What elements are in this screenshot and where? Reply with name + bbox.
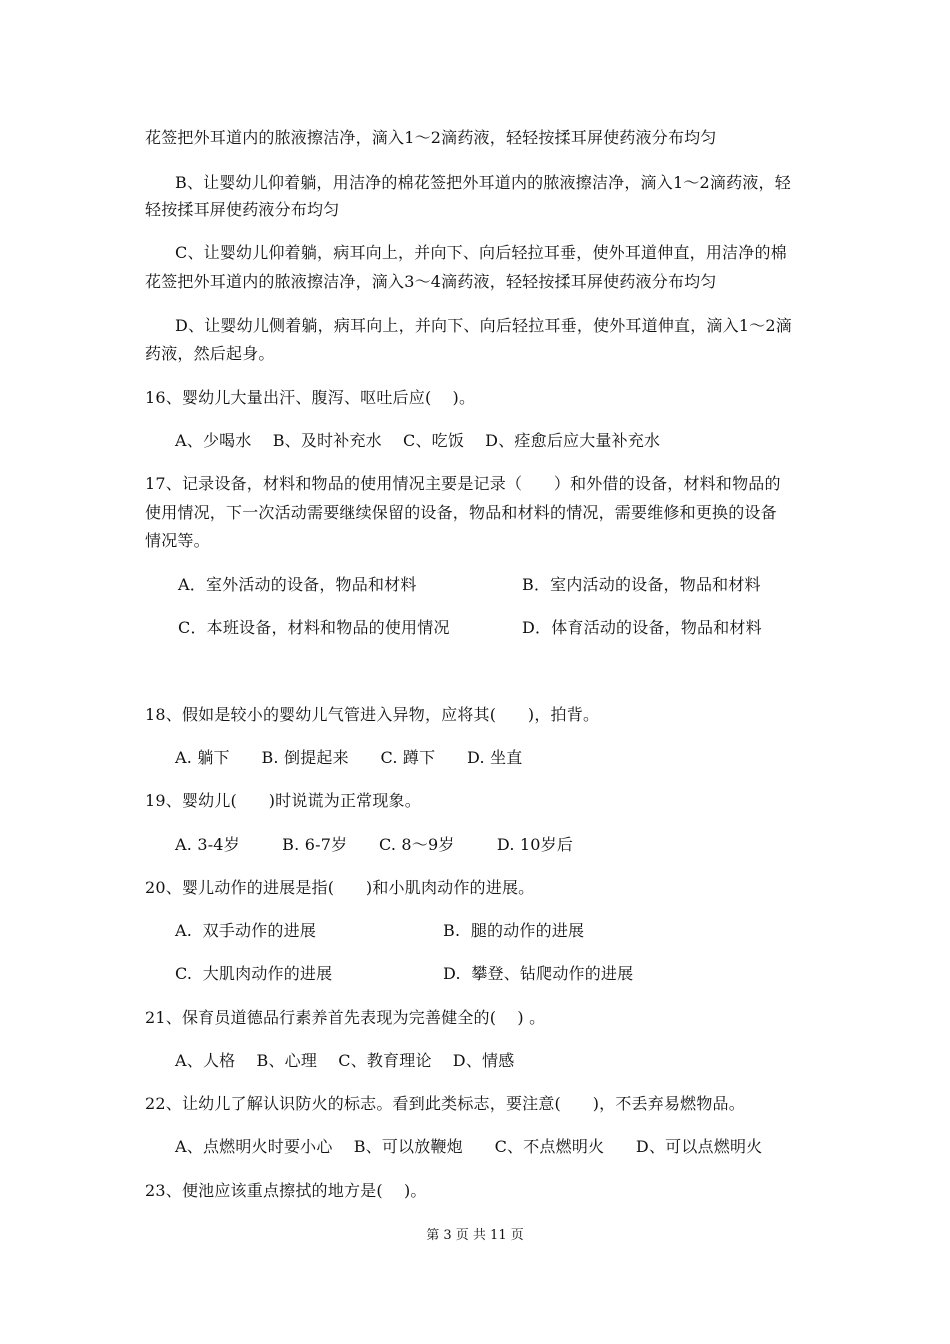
options-16: A、少喝水 B、及时补充水 C、吃饭 D、痊愈后应大量补充水 bbox=[175, 431, 661, 450]
option-20-a: A. 双手动作的进展 bbox=[175, 921, 317, 940]
text-line: C、让婴幼儿仰着躺，病耳向上，并向下、向后轻拉耳垂，使外耳道伸直，用洁净的棉 bbox=[175, 243, 787, 262]
options-22: A、点燃明火时要小心 B、可以放鞭炮 C、不点燃明火 D、可以点燃明火 bbox=[175, 1137, 763, 1156]
options-18: A. 躺下 B. 倒提起来 C. 蹲下 D. 坐直 bbox=[175, 748, 523, 767]
page-footer: 第 3 页 共 11 页 bbox=[426, 1228, 524, 1243]
question-17: 17、记录设备，材料和物品的使用情况主要是记录（ ）和外借的设备，材料和物品的 bbox=[145, 474, 781, 493]
question-18: 18、假如是较小的婴幼儿气管进入异物，应将其( )，拍背。 bbox=[145, 705, 600, 724]
options-19: A. 3-4岁 B. 6-7岁 C. 8～9岁 D. 10岁后 bbox=[175, 835, 574, 854]
question-20: 20、婴儿动作的进展是指( )和小肌肉动作的进展。 bbox=[145, 878, 535, 897]
question-19: 19、婴幼儿( )时说谎为正常现象。 bbox=[145, 791, 421, 810]
option-20-b: B. 腿的动作的进展 bbox=[443, 921, 585, 940]
text-line: B、让婴幼儿仰着躺，用洁净的棉花签把外耳道内的脓液擦洁净，滴入1～2滴药液，轻 bbox=[175, 173, 791, 192]
text-line: 情况等。 bbox=[145, 531, 210, 550]
question-22: 22、让幼儿了解认识防火的标志。看到此类标志，要注意( )，不丢弃易燃物品。 bbox=[145, 1094, 745, 1113]
option-20-d: D. 攀登、钻爬动作的进展 bbox=[443, 964, 634, 983]
question-23: 23、便池应该重点擦拭的地方是( )。 bbox=[145, 1181, 427, 1200]
option-17-d: D．体育活动的设备，物品和材料 bbox=[522, 618, 762, 637]
option-17-c: C．本班设备，材料和物品的使用情况 bbox=[178, 618, 450, 637]
text-line: 花签把外耳道内的脓液擦洁净，滴入3～4滴药液，轻轻按揉耳屏使药液分布均匀 bbox=[145, 272, 717, 291]
text-line: 轻按揉耳屏使药液分布均匀 bbox=[145, 200, 340, 219]
option-17-b: B．室内活动的设备，物品和材料 bbox=[522, 575, 761, 594]
text-line: 使用情况，下一次活动需要继续保留的设备，物品和材料的情况，需要维修和更换的设备 bbox=[145, 503, 777, 522]
options-21: A、人格 B、心理 C、教育理论 D、情感 bbox=[175, 1051, 515, 1070]
option-20-c: C. 大肌肉动作的进展 bbox=[175, 964, 333, 983]
text-line: 药液，然后起身。 bbox=[145, 344, 275, 363]
question-16: 16、婴幼儿大量出汗、腹泻、呕吐后应( )。 bbox=[145, 388, 476, 407]
question-21: 21、保育员道德品行素养首先表现为完善健全的( ) 。 bbox=[145, 1008, 546, 1027]
option-17-a: A．室外活动的设备，物品和材料 bbox=[178, 575, 417, 594]
text-line: D、让婴幼儿侧着躺，病耳向上，并向下、向后轻拉耳垂，使外耳道伸直，滴入1～2滴 bbox=[175, 316, 792, 335]
text-line: 花签把外耳道内的脓液擦洁净，滴入1～2滴药液，轻轻按揉耳屏使药液分布均匀 bbox=[145, 128, 717, 147]
